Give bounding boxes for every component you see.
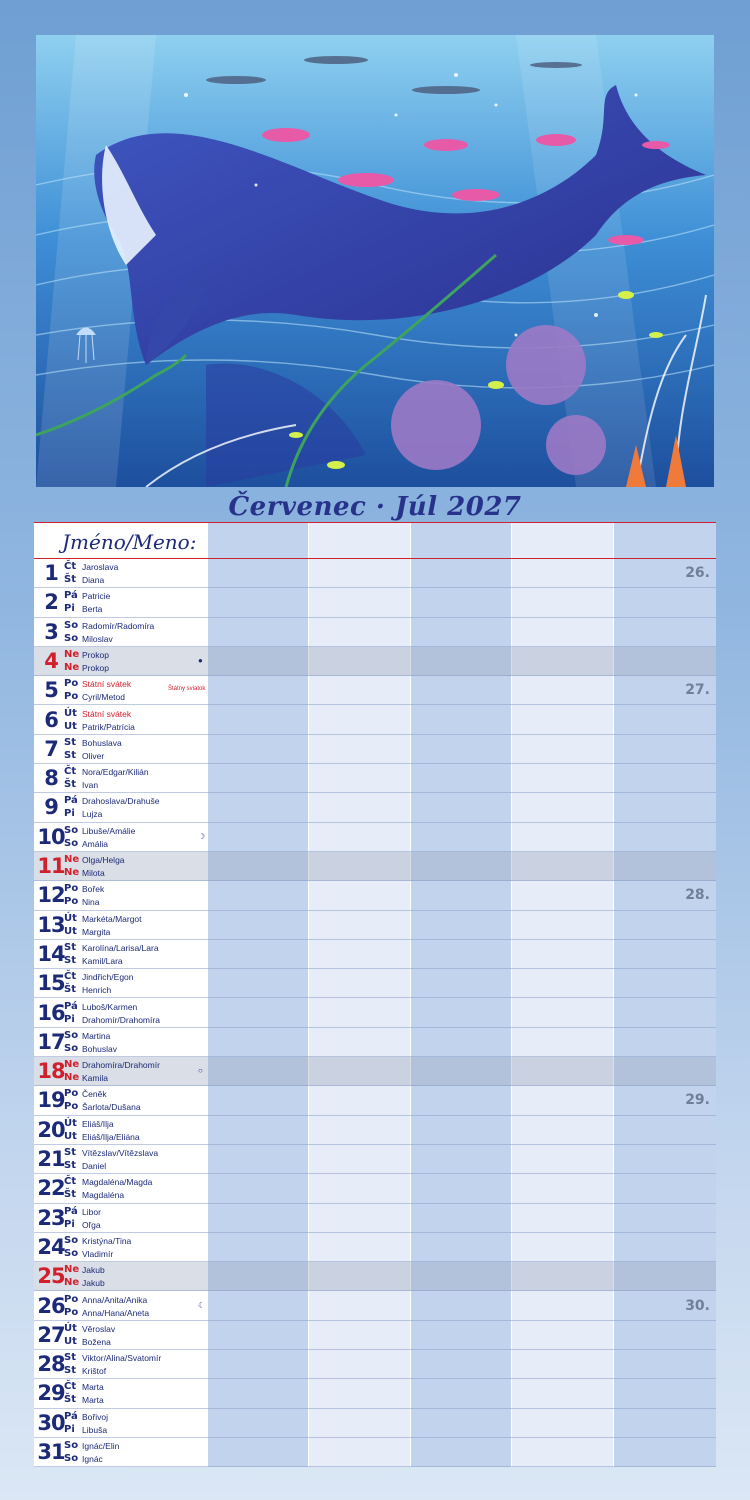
- day-row[interactable]: [34, 1086, 716, 1115]
- nameday-sk: Šarlota/Dušana: [82, 1102, 141, 1113]
- weekday-cz: St: [64, 1352, 76, 1364]
- week-number: 26.: [685, 565, 710, 581]
- weekday-sk: Št: [64, 1189, 76, 1201]
- day-row[interactable]: [34, 1262, 716, 1291]
- day-row[interactable]: [34, 793, 716, 822]
- day-number: 6: [44, 707, 58, 732]
- day-row[interactable]: [34, 1233, 716, 1262]
- day-number: 28: [37, 1352, 65, 1377]
- weekday-cz: Út: [64, 1322, 77, 1334]
- nameday-sk: Henrich: [82, 985, 112, 996]
- day-row[interactable]: [34, 559, 716, 588]
- weekday-cz: Ne: [64, 648, 80, 660]
- weekday-cz: Pá: [64, 1205, 78, 1217]
- week-number: 27.: [685, 682, 710, 699]
- day-row[interactable]: [34, 852, 716, 881]
- day-row[interactable]: [34, 1409, 716, 1438]
- nameday-cz: Patricie: [82, 591, 111, 602]
- day-number: 2: [44, 590, 58, 615]
- month-title: Červenec · Júl 2027: [228, 492, 522, 522]
- nameday-cz: Drahoslava/Drahuše: [82, 796, 160, 807]
- weekday-cz: Čt: [64, 971, 77, 983]
- weekday-cz: St: [64, 1147, 76, 1158]
- day-number: 7: [44, 736, 58, 761]
- weekday-sk: Ut: [64, 720, 77, 732]
- nameday-cz: Luboš/Karmen: [82, 1001, 138, 1012]
- nameday-sk: Libuša: [82, 1424, 108, 1435]
- day-number: 22: [37, 1176, 65, 1201]
- nameday-sk: Oľga: [82, 1219, 101, 1230]
- nameday-sk: Magdaléna: [82, 1190, 125, 1201]
- day-row[interactable]: [34, 618, 716, 647]
- day-number: 23: [37, 1205, 65, 1230]
- nameday-sk: Lujza: [82, 809, 103, 820]
- day-row[interactable]: [34, 1204, 716, 1233]
- weekday-cz: So: [64, 1234, 79, 1246]
- day-row[interactable]: [34, 1145, 716, 1174]
- day-row[interactable]: [34, 969, 716, 998]
- day-number: 4: [44, 648, 58, 673]
- nameday-cz: Drahomíra/Drahomír: [82, 1060, 160, 1071]
- nameday-cz: Státní svátek: [82, 708, 132, 719]
- nameday-cz: Ignác/Elin: [82, 1441, 120, 1451]
- weekday-cz: Čt: [64, 1176, 77, 1188]
- day-number: 31: [37, 1440, 65, 1464]
- weekday-cz: St: [64, 941, 76, 953]
- weekday-cz: So: [64, 1440, 79, 1451]
- day-row[interactable]: [34, 1321, 716, 1350]
- nameday-cz: Markéta/Margot: [82, 913, 142, 924]
- nameday-sk: Diana: [82, 575, 105, 585]
- day-number: 27: [37, 1322, 65, 1347]
- weekday-cz: Út: [64, 1117, 77, 1129]
- day-row[interactable]: [34, 1028, 716, 1057]
- nameday-sk: Prokop: [82, 662, 109, 673]
- nameday-cz: Karolína/Larisa/Lara: [82, 942, 159, 953]
- nameday-sk: Milota: [82, 868, 105, 878]
- day-number: 12: [37, 883, 65, 908]
- day-row[interactable]: [34, 1174, 716, 1203]
- day-number: 9: [44, 795, 58, 820]
- nameday-cz: Bořivoj: [82, 1411, 108, 1422]
- nameday-sk: Oliver: [82, 750, 105, 761]
- day-row[interactable]: [34, 764, 716, 793]
- day-number: 25: [37, 1264, 65, 1289]
- nameday-sk: Jakub: [82, 1278, 105, 1289]
- day-row[interactable]: [34, 647, 716, 676]
- nameday-cz: Magdaléna/Magda: [82, 1177, 153, 1188]
- weekday-cz: Čt: [64, 1381, 77, 1393]
- week-number: 30.: [685, 1297, 710, 1314]
- day-number: 19: [37, 1088, 65, 1113]
- weekday-cz: Po: [64, 678, 79, 690]
- holiday-note: Štátny sviatok: [168, 686, 206, 693]
- weekday-sk: Pi: [64, 1423, 75, 1435]
- moon-phase-icon: ●: [198, 655, 203, 665]
- weekday-cz: Út: [64, 912, 77, 924]
- weekday-cz: So: [64, 824, 79, 836]
- nameday-sk: Božena: [82, 1336, 111, 1347]
- week-number: 29.: [685, 1092, 710, 1109]
- nameday-cz: Libor: [82, 1206, 101, 1217]
- weekday-sk: St: [64, 749, 76, 761]
- nameday-sk: Kamila: [82, 1073, 108, 1084]
- nameday-cz: Prokop: [82, 649, 109, 660]
- nameday-sk: Marta: [82, 1395, 104, 1406]
- nameday-cz: Anna/Anita/Anika: [82, 1294, 148, 1305]
- weekday-cz: Ne: [64, 1264, 80, 1276]
- nameday-sk: Cyril/Metod: [82, 692, 125, 703]
- nameday-cz: Jakub: [82, 1265, 105, 1276]
- weekday-sk: So: [64, 837, 79, 849]
- day-number: 18: [37, 1059, 65, 1084]
- day-number: 13: [37, 912, 65, 937]
- moon-phase-icon: ○: [198, 1066, 203, 1076]
- weekday-cz: Pá: [64, 1000, 78, 1012]
- moon-phase-icon: ☾: [198, 1300, 206, 1310]
- day-row[interactable]: [34, 911, 716, 940]
- day-number: 5: [44, 678, 58, 703]
- weekday-cz: So: [64, 1029, 79, 1041]
- weekday-cz: Po: [64, 883, 79, 895]
- nameday-cz: Jaroslava: [82, 562, 119, 572]
- weekday-sk: Pi: [64, 1013, 75, 1025]
- weekday-sk: Po: [64, 896, 79, 908]
- day-row[interactable]: [34, 676, 716, 705]
- nameday-cz: Čeněk: [82, 1089, 107, 1100]
- weekday-sk: Št: [64, 1394, 76, 1406]
- day-row[interactable]: [34, 881, 716, 910]
- weekday-sk: St: [64, 1160, 76, 1171]
- weekday-cz: Út: [64, 707, 77, 719]
- weekday-sk: St: [64, 1365, 76, 1377]
- day-number: 21: [37, 1147, 65, 1171]
- day-number: 17: [37, 1029, 65, 1054]
- day-number: 11: [37, 854, 65, 878]
- weekday-cz: Pá: [64, 1410, 78, 1422]
- day-number: 1: [44, 561, 58, 585]
- day-row[interactable]: [34, 706, 716, 735]
- nameday-sk: Ignác: [82, 1454, 103, 1464]
- nameday-sk: Drahomír/Drahomíra: [82, 1014, 160, 1025]
- weekday-sk: St: [64, 954, 76, 966]
- name-header: Jméno/Meno:: [62, 530, 197, 554]
- weekday-sk: Ne: [64, 867, 80, 878]
- weekday-sk: Št: [64, 779, 76, 791]
- nameday-cz: Libuše/Amálie: [82, 825, 136, 836]
- day-row[interactable]: [34, 1350, 716, 1379]
- weekday-sk: Po: [64, 691, 79, 703]
- day-number: 30: [37, 1410, 65, 1435]
- weekday-sk: Pi: [64, 808, 75, 820]
- nameday-cz: Státní svátek: [82, 679, 132, 690]
- weekday-sk: Ne: [64, 661, 80, 673]
- nameday-cz: Bohuslava: [82, 737, 122, 748]
- day-number: 10: [37, 824, 65, 849]
- day-number: 14: [37, 941, 65, 966]
- nameday-sk: Kamil/Lara: [82, 955, 123, 966]
- day-number: 29: [37, 1381, 65, 1406]
- nameday-cz: Radomír/Radomíra: [82, 620, 155, 631]
- weekday-cz: Pá: [64, 795, 78, 807]
- day-row[interactable]: [34, 823, 716, 852]
- weekday-sk: Ut: [64, 925, 77, 937]
- day-number: 3: [44, 619, 58, 644]
- weekday-sk: Ut: [64, 1335, 77, 1347]
- nameday-cz: Jindřich/Egon: [82, 972, 134, 983]
- day-row[interactable]: [34, 588, 716, 617]
- day-number: 16: [37, 1000, 65, 1025]
- weekday-sk: Po: [64, 1306, 79, 1318]
- weekday-cz: St: [64, 736, 76, 748]
- weekday-sk: So: [64, 1042, 79, 1054]
- day-number: 24: [37, 1234, 65, 1259]
- nameday-sk: Daniel: [82, 1161, 107, 1171]
- day-row[interactable]: [34, 1438, 716, 1467]
- top-rule: [34, 522, 716, 523]
- day-row[interactable]: [34, 1292, 716, 1321]
- nameday-cz: Nora/Edgar/Kilián: [82, 767, 149, 778]
- nameday-cz: Martina: [82, 1030, 111, 1041]
- nameday-sk: Bohuslav: [82, 1043, 117, 1054]
- weekday-cz: Ne: [64, 854, 80, 865]
- weekday-cz: Čt: [64, 766, 77, 778]
- nameday-cz: Viktor/Alina/Svatomír: [82, 1353, 162, 1364]
- nameday-sk: Miloslav: [82, 633, 113, 644]
- weekday-sk: Št: [64, 984, 76, 996]
- weekday-sk: So: [64, 1247, 79, 1259]
- day-row[interactable]: [34, 940, 716, 969]
- nameday-sk: Eliáš/Ilja/Eliána: [82, 1131, 140, 1142]
- nameday-cz: Olga/Helga: [82, 855, 125, 865]
- weekday-sk: Po: [64, 1101, 79, 1113]
- weekday-cz: Ne: [64, 1059, 80, 1071]
- nameday-sk: Berta: [82, 604, 103, 615]
- weekday-sk: Pi: [64, 1218, 75, 1230]
- nameday-sk: Krištof: [82, 1366, 107, 1377]
- calendar-grid: [34, 522, 716, 1467]
- day-row[interactable]: [34, 999, 716, 1028]
- nameday-cz: Kristýna/Tina: [82, 1235, 132, 1246]
- day-number: 20: [37, 1117, 65, 1142]
- nameday-cz: Vítězslav/Vítězslava: [82, 1148, 159, 1158]
- nameday-sk: Ivan: [82, 780, 99, 791]
- weekday-cz: So: [64, 619, 79, 631]
- nameday-sk: Patrik/Patrícia: [82, 721, 135, 732]
- day-number: 26: [37, 1293, 65, 1318]
- weekday-cz: Po: [64, 1293, 79, 1305]
- nameday-cz: Věroslav: [82, 1323, 116, 1334]
- weekday-sk: Ne: [64, 1277, 80, 1289]
- weekday-cz: Po: [64, 1088, 79, 1100]
- weekday-cz: Čt: [64, 561, 77, 572]
- weekday-sk: Ne: [64, 1072, 80, 1084]
- nameday-sk: Anna/Hana/Aneta: [82, 1307, 150, 1318]
- weekday-sk: Pi: [64, 603, 75, 615]
- weekday-sk: Ut: [64, 1130, 77, 1142]
- weekday-sk: Št: [64, 574, 76, 585]
- ocean-illustration: [36, 35, 714, 487]
- weekday-sk: So: [64, 1453, 79, 1464]
- day-row[interactable]: [34, 735, 716, 764]
- moon-phase-icon: ☽: [198, 831, 206, 841]
- nameday-cz: Eliáš/Ilja: [82, 1118, 114, 1129]
- weekday-sk: So: [64, 632, 79, 644]
- day-row[interactable]: [34, 1116, 716, 1145]
- nameday-sk: Nina: [82, 897, 100, 908]
- nameday-cz: Marta: [82, 1382, 104, 1393]
- week-number: 28.: [685, 887, 710, 904]
- day-number: 8: [44, 766, 58, 791]
- nameday-sk: Amália: [82, 838, 108, 849]
- nameday-cz: Bořek: [82, 884, 105, 895]
- weekday-cz: Pá: [64, 590, 78, 602]
- nameday-sk: Vladimír: [82, 1248, 114, 1259]
- day-row[interactable]: [34, 1379, 716, 1408]
- day-number: 15: [37, 971, 65, 996]
- day-row[interactable]: [34, 1057, 716, 1086]
- nameday-sk: Margita: [82, 926, 111, 937]
